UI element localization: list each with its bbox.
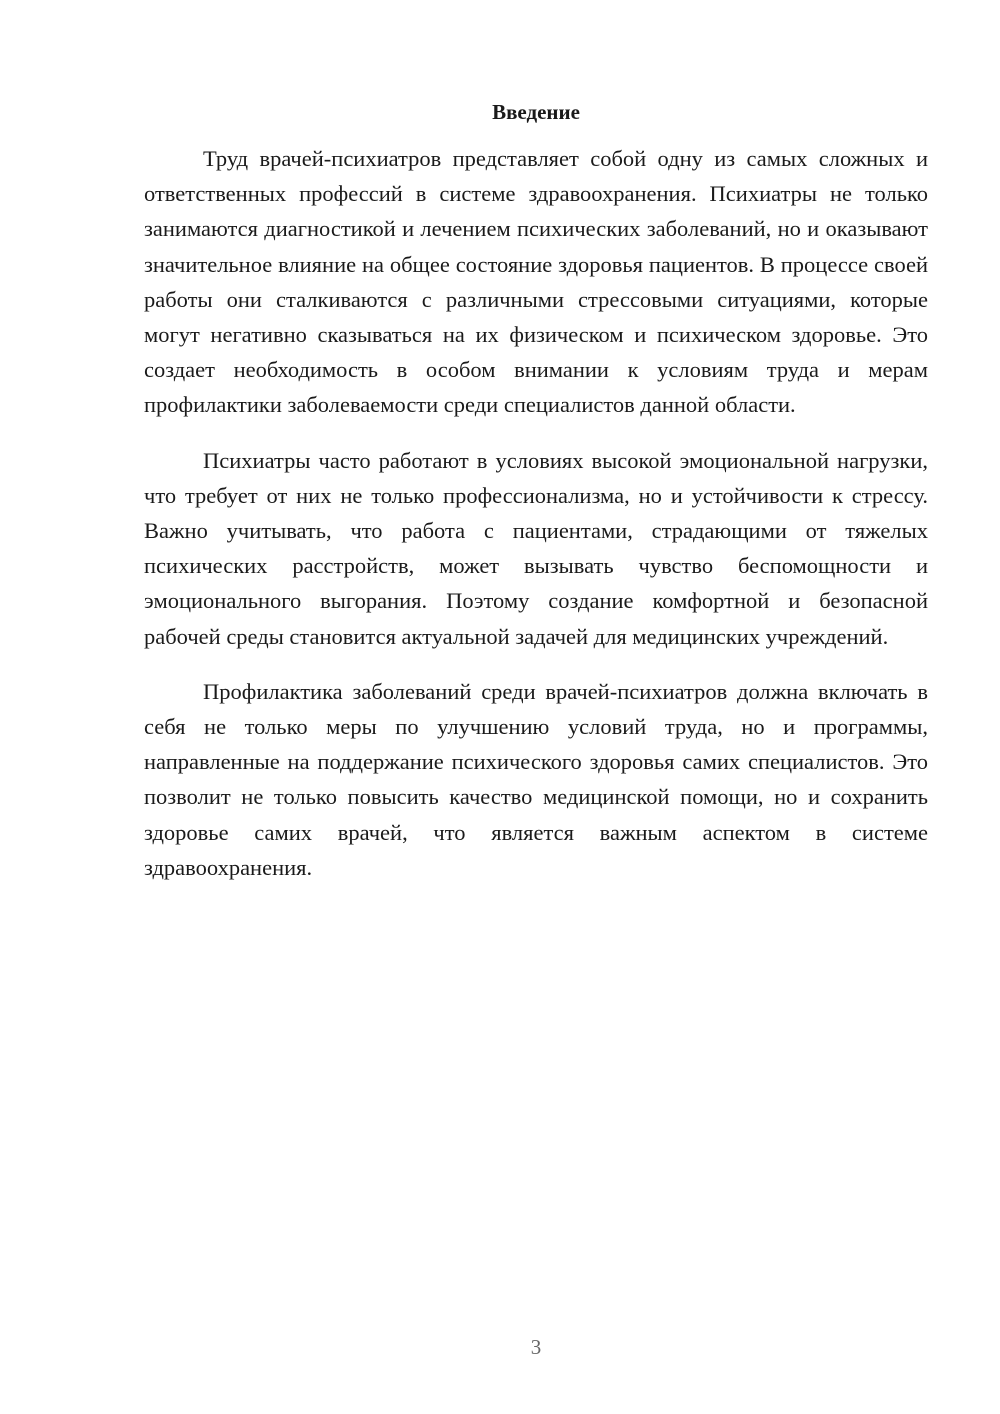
paragraph-2: Психиатры часто работают в условиях высокой эмоциональной нагрузки, что требует от них не только профессионализма, но и устойчивости к стрессу. Важно учитывать, что работа с пациентами, страдающими от тяжелых психических расстройств, может вызывать чувство беспомощности и эмоционального выгорания. Поэтому создание комфортной и безопасной рабочей среды становится актуальной задачей для медицинских учреждений. — [144, 447, 928, 649]
page-number: 3 — [530, 1335, 542, 1359]
paragraph-3: Профилактика заболеваний среди врачей-психиатров должна включать в себя не только меры по улучшению условий труда, но и программы, направленные на поддержание психического здоровья самих специалистов. Это позволит не только повысить качество медицинской помощи, но и сохранить здоровье самих врачей, что является важным аспектом в системе здравоохранения. — [144, 678, 928, 880]
paragraph-1: Труд врачей-психиатров представляет собой одну из самых сложных и ответственных профессий в системе здравоохранения. Психиатры не только занимаются диагностикой и лечением психических заболеваний, но и оказывают значительное влияние на общее состояние здоровья пациентов. В процессе своей работы они сталкиваются с различными стрессовыми ситуациями, которые могут негативно сказываться на их физическом и психическом здоровье. Это создает необходимость в особом внимании к условиям труда и мерам профилактики заболеваемости среди специалистов данной области. — [144, 146, 928, 418]
section-heading: Введение — [492, 100, 580, 124]
page-content — [144, 97, 928, 905]
